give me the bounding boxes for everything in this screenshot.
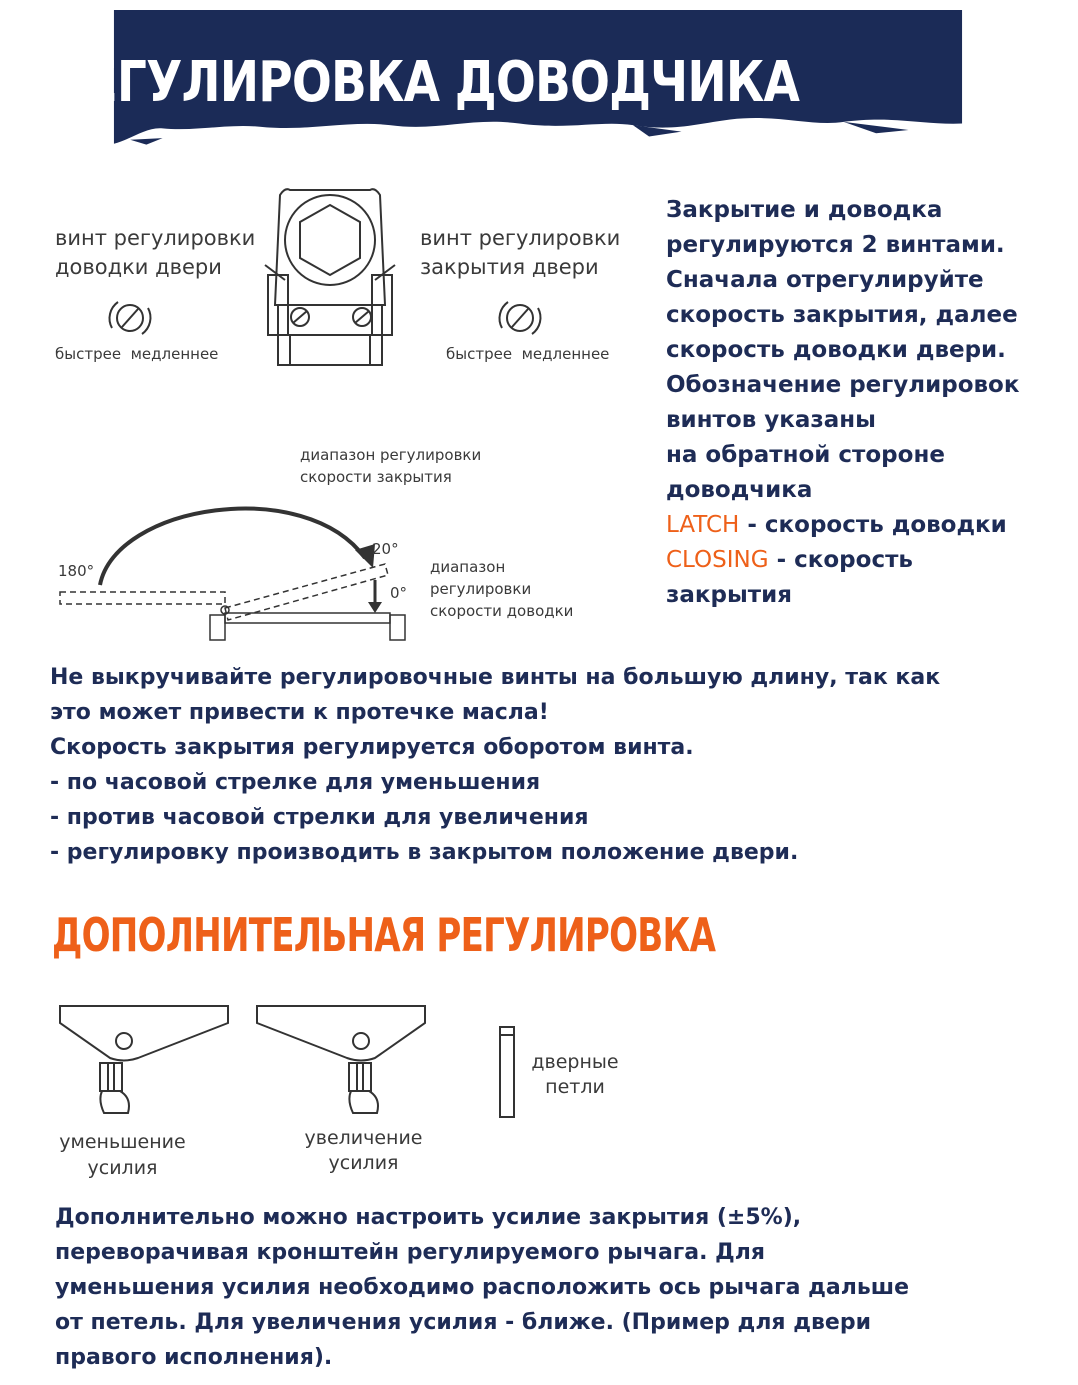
extra-adjustment-title: ДОПОЛНИТЕЛЬНАЯ РЕГУЛИРОВКА (52, 908, 716, 962)
side-line: скорость закрытия, далее (666, 302, 1018, 328)
latch-range-label-line2: регулировки (430, 580, 532, 598)
note-line: Не выкручивайте регулировочные винты на большую длину, так как (50, 665, 941, 690)
closer-body-diagram (230, 185, 430, 375)
side-line: доводчика (666, 477, 813, 503)
increase-label-line2: усилия (328, 1152, 399, 1174)
closing-line (666, 543, 1066, 578)
speed-label-left: быстрее медленнее (55, 345, 219, 363)
hinges-label-line2: петли (545, 1076, 605, 1098)
bracket-decrease-diagram (58, 1003, 233, 1123)
closing-description-2: закрытия (666, 582, 792, 608)
side-line: Сначала отрегулируйте (666, 267, 984, 293)
latch-keyword: LATCH (666, 512, 740, 538)
decrease-label-line1: уменьшение (59, 1131, 186, 1153)
angle-20: 20° (372, 540, 399, 558)
paragraph-line: от петель. Для увеличения усилия - ближе. (Пример для двери (55, 1310, 871, 1335)
side-line: скорость доводки двери. (666, 337, 1006, 363)
paragraph-line: Дополнительно можно настроить усилие закрытия (±5%), (55, 1205, 802, 1230)
side-line: Закрытие и доводка (666, 197, 943, 223)
door-swing-diagram (55, 480, 435, 650)
angle-180: 180° (58, 562, 95, 580)
side-line: Обозначение регулировок (666, 372, 1020, 398)
closing-keyword: CLOSING (666, 547, 769, 573)
latch-range-label-line3: скорости доводки (430, 602, 574, 620)
left-screw-label-line1: винт регулировки (55, 226, 256, 250)
note-line: это может привести к протечке масла! (50, 700, 549, 725)
latch-range-label-line1: диапазон (430, 558, 506, 576)
decrease-label-line2: усилия (87, 1157, 158, 1179)
right-screw-label-line1: винт регулировки (420, 226, 621, 250)
closing-description: - скорость (768, 547, 913, 573)
bracket-increase-diagram (255, 1003, 430, 1123)
paragraph-line: уменьшения усилия необходимо расположить ось рычага дальше (55, 1275, 910, 1300)
side-line: регулируются 2 винтами. (666, 232, 1005, 258)
note-line: Скорость закрытия регулируется оборотом винта. (50, 735, 694, 760)
latch-line (666, 508, 1066, 543)
closing-range-label-line2: скорости закрытия (300, 468, 452, 486)
closing-range-label-line1: диапазон регулировки (300, 446, 482, 464)
extra-adjustment-paragraph (55, 1200, 1045, 1375)
side-line: винтов указаны (666, 407, 876, 433)
left-screw-label-line2: доводки двери (55, 255, 222, 279)
side-line: на обратной стороне (666, 442, 945, 468)
right-rotation-icon (492, 292, 548, 342)
hinges-label-line1: дверные (531, 1051, 619, 1073)
right-screw-label-line2: закрытия двери (420, 255, 599, 279)
paragraph-line: правого исполнения). (55, 1345, 333, 1370)
paragraph-line: переворачивая кронштейн регулируемого рычага. Для (55, 1240, 765, 1265)
increase-label-line1: увеличение (304, 1127, 423, 1149)
left-rotation-icon (102, 292, 158, 342)
note-line: - по часовой стрелке для уменьшения (50, 770, 541, 795)
page-title: РЕГУЛИРОВКА ДОВОДЧИКА (52, 50, 800, 115)
note-line: - регулировку производить в закрытом положение двери. (50, 840, 799, 865)
door-hinges-icon (498, 1025, 518, 1120)
note-line: - против часовой стрелки для увеличения (50, 805, 589, 830)
warning-notes (50, 660, 1050, 870)
speed-label-right: быстрее медленнее (446, 345, 610, 363)
side-instructions (666, 193, 1066, 613)
latch-description: - скорость доводки (739, 512, 1007, 538)
angle-0: 0° (390, 584, 408, 602)
